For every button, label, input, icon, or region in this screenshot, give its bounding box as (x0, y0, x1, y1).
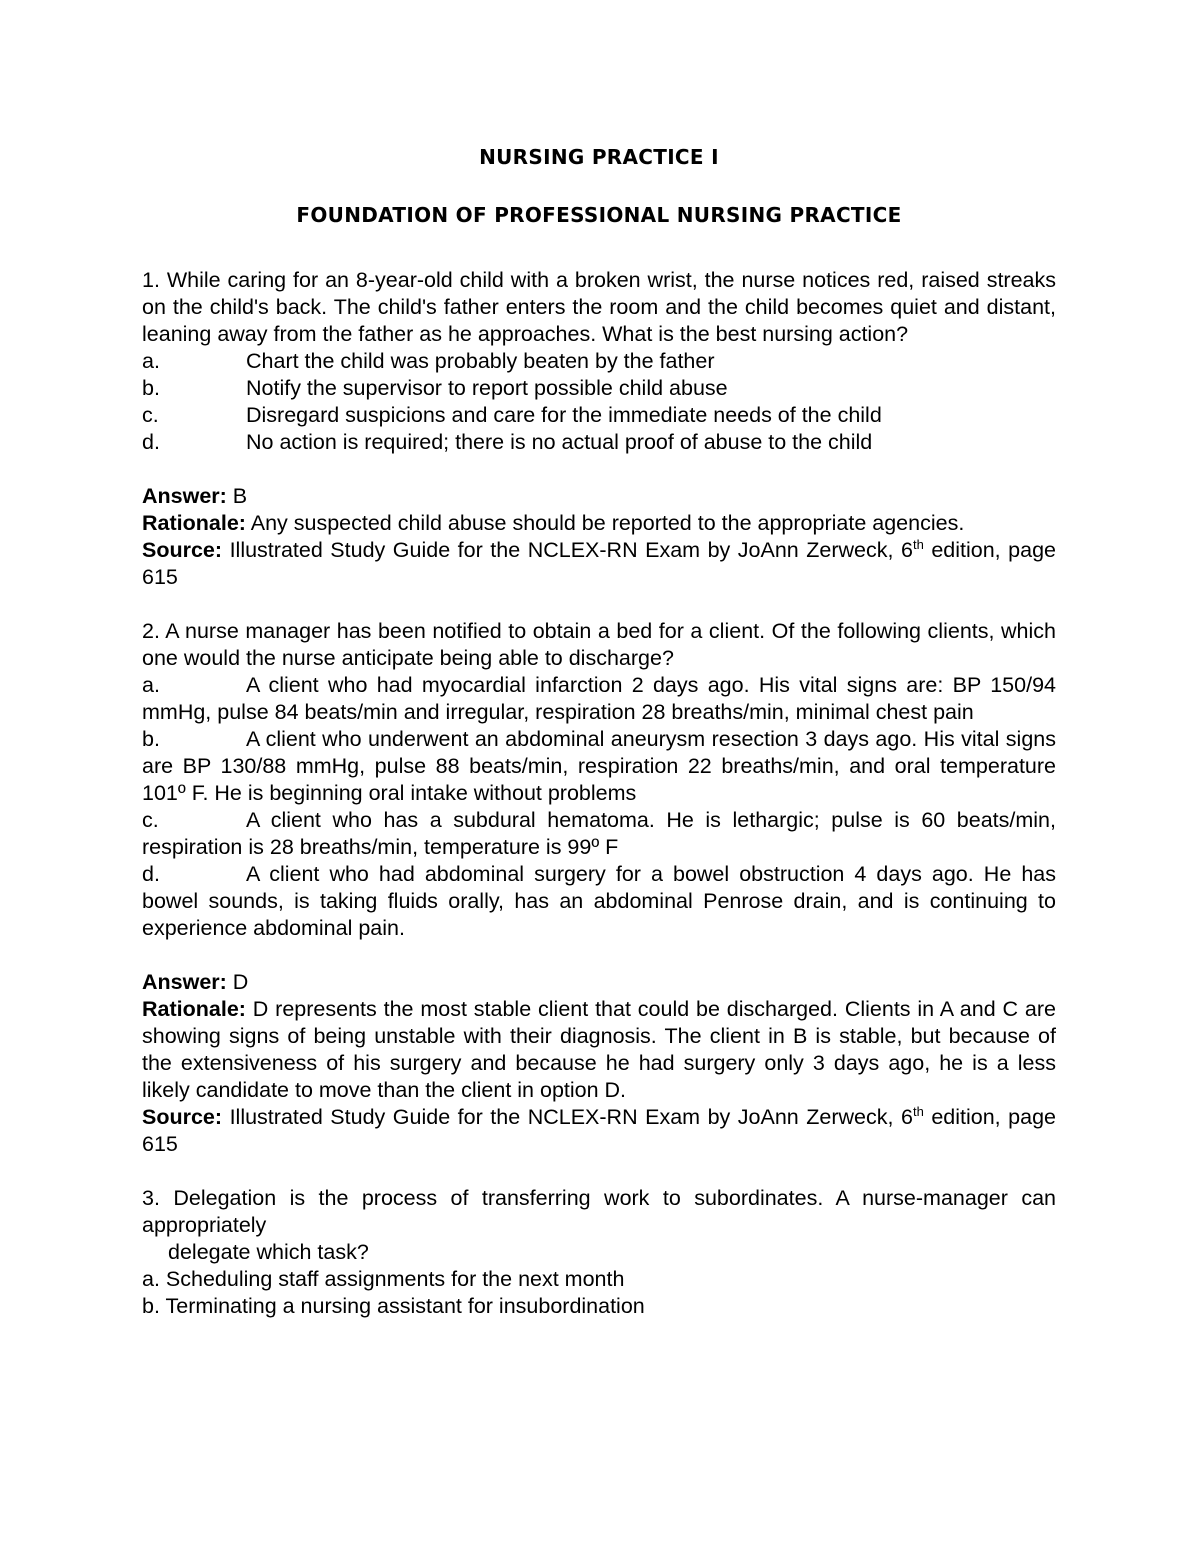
question-2-option-b (142, 726, 1056, 807)
rationale-text: Any suspected child abuse should be reported to the appropriate agencies. (245, 511, 965, 535)
question-1-rationale (142, 510, 1056, 537)
question-1-option-d (142, 429, 1056, 456)
source-edition: edition, page 615 (142, 1105, 1056, 1156)
question-1-option-a (142, 348, 1056, 375)
option-letter: d. (142, 430, 160, 454)
question-2-answer-block (142, 969, 1056, 1158)
question-2-options (142, 672, 1056, 942)
document-title: NURSING PRACTICE I (479, 145, 719, 169)
question-3-stem-continued: delegate which task? (168, 1240, 369, 1264)
answer-label: Answer: (142, 970, 227, 994)
source-superscript: th (912, 1104, 924, 1119)
rationale-label: Rationale: (142, 511, 246, 535)
question-1-stem: 1. While caring for an 8-year-old child with a broken wrist, the nurse notices red, raised streaks on the child's back. The child's father enters the room and the child becomes quiet and distant, leaning away from the father as he approaches. What is the best nursing action? (142, 268, 1056, 346)
question-2-stem: 2. A nurse manager has been notified to obtain a bed for a client. Of the following clients, which one would the nurse anticipate being able to discharge? (142, 619, 1056, 670)
rationale-text: D represents the most stable client that could be discharged. Clients in A and C are showing signs of being unstable with their diagnosis. The client in B is stable, but because of the extensiveness of his surgery and because he had surgery only 3 days ago, he is a less likely candidate to move than the client in option D. (142, 997, 1056, 1102)
option-letter: b. (142, 376, 160, 400)
question-1-option-c (142, 402, 1056, 429)
question-2-option-a (142, 672, 1056, 726)
question-3-stem: 3. Delegation is the process of transferring work to subordinates. A nurse-manager can appropriately (142, 1186, 1056, 1237)
source-superscript: th (912, 537, 924, 552)
option-letter: a. (142, 349, 160, 373)
rationale-label: Rationale: (142, 997, 246, 1021)
source-text: Illustrated Study Guide for the NCLEX-RN Exam by JoAnn Zerweck, 6 (222, 538, 913, 562)
question-1-option-b (142, 375, 1056, 402)
question-3-option-b: b. Terminating a nursing assistant for insubordination (142, 1294, 645, 1318)
question-2-answer (142, 969, 1056, 996)
question-1-answer (142, 483, 1056, 510)
option-text: A client who has a subdural hematoma. He is lethargic; pulse is 60 beats/min, respiration is 28 breaths/min, temperature is 99º F (142, 808, 1056, 859)
answer-label: Answer: (142, 484, 227, 508)
question-2-option-c (142, 807, 1056, 861)
option-letter: b. (142, 727, 160, 751)
source-edition: edition, page 615 (142, 538, 1056, 589)
option-text: Notify the supervisor to report possible child abuse (246, 376, 728, 400)
question-1-source (142, 537, 1056, 591)
option-text: A client who had abdominal surgery for a bowel obstruction 4 days ago. He has bowel sounds, is taking fluids orally, has an abdominal Penrose drain, and is continuing to experience abdominal pain. (142, 862, 1056, 940)
option-letter: c. (142, 403, 159, 427)
document-page (142, 140, 1056, 1320)
option-text: Chart the child was probably beaten by the father (246, 349, 715, 373)
option-text: A client who underwent an abdominal aneurysm resection 3 days ago. His vital signs are BP 130/88 mmHg, pulse 88 beats/min, respiration 22 breaths/min, and oral temperature 101º F. He is beginning oral intake without problems (142, 727, 1056, 805)
source-label: Source: (142, 1105, 223, 1129)
question-1-answer-block (142, 483, 1056, 591)
question-2-rationale (142, 996, 1056, 1104)
question-1-options (142, 348, 1056, 456)
source-label: Source: (142, 538, 223, 562)
option-text: Disregard suspicions and care for the immediate needs of the child (246, 403, 882, 427)
question-2-option-d (142, 861, 1056, 942)
question-2-source (142, 1104, 1056, 1158)
source-text: Illustrated Study Guide for the NCLEX-RN Exam by JoAnn Zerweck, 6 (222, 1105, 913, 1129)
option-text: A client who had myocardial infarction 2 days ago. His vital signs are: BP 150/94 mmHg, pulse 84 beats/min and irregular, respiration 28 breaths/min, minimal chest pain (142, 673, 1056, 724)
option-letter: d. (142, 862, 160, 886)
question-3-option-a: a. Scheduling staff assignments for the next month (142, 1267, 625, 1291)
option-text: No action is required; there is no actual proof of abuse to the child (246, 430, 873, 454)
answer-value: B (226, 484, 248, 508)
answer-value: D (226, 970, 249, 994)
document-subtitle: FOUNDATION OF PROFESSIONAL NURSING PRACTICE (296, 203, 902, 227)
option-letter: c. (142, 808, 159, 832)
option-letter: a. (142, 673, 160, 697)
